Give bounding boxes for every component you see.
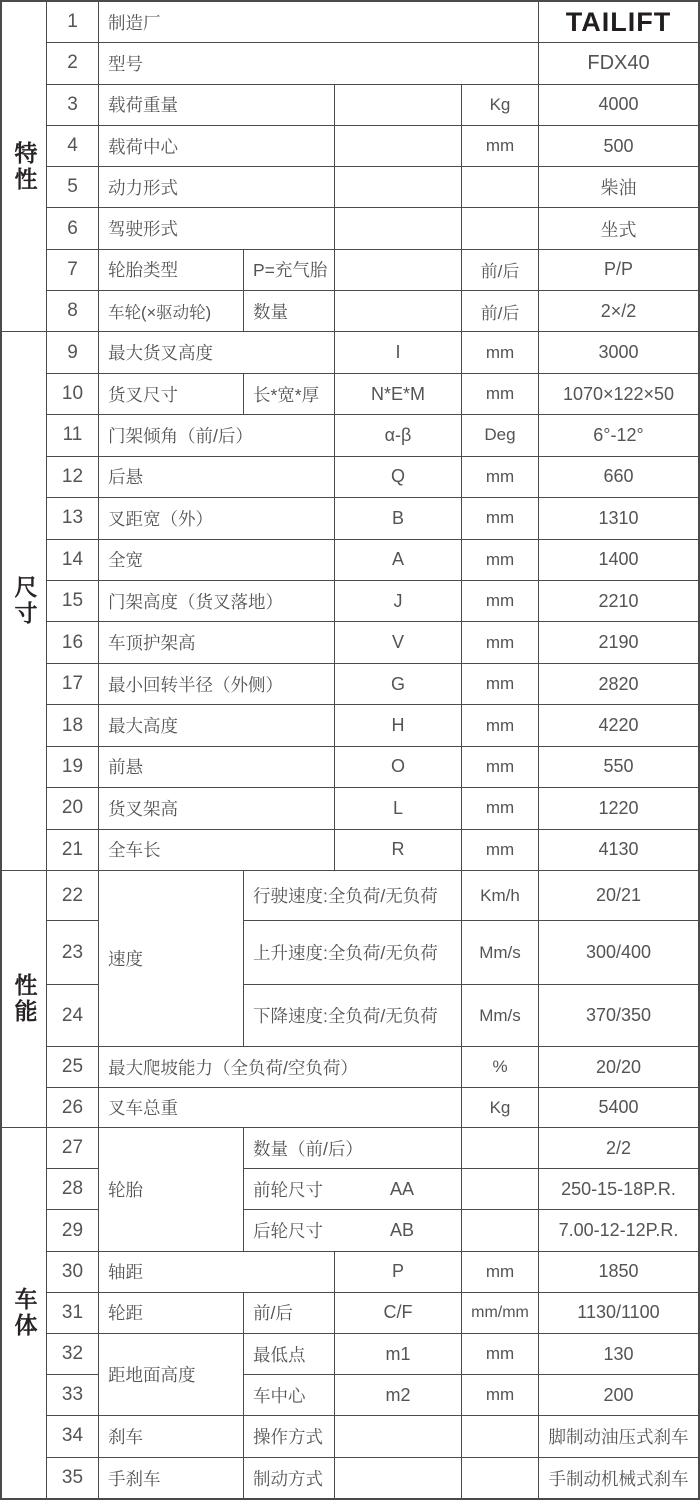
row-number: 24 bbox=[47, 985, 99, 1047]
spec-symbol: R bbox=[335, 830, 462, 871]
row-number: 8 bbox=[47, 291, 99, 332]
spec-value: 130 bbox=[539, 1334, 698, 1375]
row-number: 10 bbox=[47, 374, 99, 415]
spec-value: 2×/2 bbox=[539, 291, 698, 332]
spec-value: 20/21 bbox=[539, 871, 698, 921]
spec-symbol: H bbox=[335, 705, 462, 746]
spec-label: 货叉架高 bbox=[99, 788, 335, 829]
empty-cell bbox=[335, 126, 462, 167]
empty-cell bbox=[462, 1169, 539, 1210]
spec-label: 速度 bbox=[99, 871, 244, 1047]
spec-label: 刹车 bbox=[99, 1416, 244, 1457]
spec-unit: mm bbox=[462, 664, 539, 705]
spec-symbol: C/F bbox=[335, 1293, 462, 1334]
spec-symbol: J bbox=[335, 581, 462, 622]
spec-value: P/P bbox=[539, 250, 698, 291]
row-number: 13 bbox=[47, 498, 99, 539]
spec-symbol: m1 bbox=[335, 1334, 462, 1375]
spec-value: 2190 bbox=[539, 622, 698, 663]
spec-label: 全车长 bbox=[99, 830, 335, 871]
spec-unit: mm bbox=[462, 332, 539, 373]
spec-label: 叉距宽（外） bbox=[99, 498, 335, 539]
row-number: 7 bbox=[47, 250, 99, 291]
spec-label: 型号 bbox=[99, 43, 539, 84]
spec-value: FDX40 bbox=[539, 43, 698, 84]
row-number: 23 bbox=[47, 921, 99, 985]
spec-sublabel: 数量（前/后） bbox=[244, 1128, 462, 1169]
row-number: 15 bbox=[47, 581, 99, 622]
spec-label: 载荷中心 bbox=[99, 126, 335, 167]
row-number: 2 bbox=[47, 43, 99, 84]
spec-label: 最小回转半径（外侧） bbox=[99, 664, 335, 705]
spec-sublabel bbox=[244, 1210, 462, 1251]
spec-value: 370/350 bbox=[539, 985, 698, 1047]
spec-unit: mm bbox=[462, 374, 539, 415]
spec-symbol: G bbox=[335, 664, 462, 705]
spec-sublabel: 最低点 bbox=[244, 1334, 335, 1375]
spec-symbol: B bbox=[335, 498, 462, 539]
spec-sublabel: 下降速度:全负荷/无负荷 bbox=[244, 985, 462, 1047]
row-number: 31 bbox=[47, 1293, 99, 1334]
spec-label: 前悬 bbox=[99, 747, 335, 788]
row-number: 29 bbox=[47, 1210, 99, 1251]
spec-label: 最大货叉高度 bbox=[99, 332, 335, 373]
spec-value: 3000 bbox=[539, 332, 698, 373]
spec-symbol: V bbox=[335, 622, 462, 663]
spec-sublabel: 数量 bbox=[244, 291, 335, 332]
row-number: 9 bbox=[47, 332, 99, 373]
spec-unit: mm bbox=[462, 1252, 539, 1293]
row-number: 14 bbox=[47, 540, 99, 581]
spec-value: 手制动机械式刹车 bbox=[548, 1468, 689, 1489]
spec-label: 最大高度 bbox=[99, 705, 335, 746]
spec-unit: mm bbox=[462, 705, 539, 746]
section-label: 尺寸 bbox=[2, 332, 47, 871]
spec-label: 轮距 bbox=[99, 1293, 244, 1334]
spec-sublabel: 前/后 bbox=[244, 1293, 335, 1334]
spec-unit: Kg bbox=[462, 85, 539, 126]
spec-symbol: I bbox=[335, 332, 462, 373]
spec-value: 550 bbox=[539, 747, 698, 788]
spec-unit: mm bbox=[462, 126, 539, 167]
spec-sublabel-text: 后轮尺寸 bbox=[253, 1221, 323, 1242]
spec-symbol: m2 bbox=[335, 1375, 462, 1416]
spec-unit: Deg bbox=[462, 415, 539, 456]
spec-unit: mm bbox=[462, 1334, 539, 1375]
spec-label: 距地面高度 bbox=[99, 1334, 244, 1416]
section-label: 性能 bbox=[2, 871, 47, 1128]
spec-symbol: AA bbox=[389, 1178, 414, 1199]
spec-sublabel bbox=[244, 1169, 462, 1210]
spec-sublabel: P=充气胎 bbox=[244, 250, 335, 291]
empty-cell bbox=[335, 167, 462, 208]
spec-value: 1310 bbox=[539, 498, 698, 539]
row-number: 3 bbox=[47, 85, 99, 126]
spec-sublabel: 长*宽*厚 bbox=[244, 374, 335, 415]
spec-sublabel: 操作方式 bbox=[244, 1416, 335, 1457]
spec-label: 手刹车 bbox=[99, 1458, 244, 1499]
spec-label: 驾驶形式 bbox=[99, 208, 335, 249]
spec-label: 轮胎类型 bbox=[99, 250, 244, 291]
spec-unit: mm bbox=[462, 747, 539, 788]
spec-label: 叉车总重 bbox=[99, 1088, 462, 1128]
empty-cell bbox=[462, 167, 539, 208]
spec-value: 坐式 bbox=[539, 208, 698, 249]
row-number: 6 bbox=[47, 208, 99, 249]
spec-value: 脚制动油压式刹车 bbox=[539, 1416, 698, 1457]
spec-value: 1400 bbox=[539, 540, 698, 581]
empty-cell bbox=[335, 291, 462, 332]
spec-label: 后悬 bbox=[99, 457, 335, 498]
spec-value: 4130 bbox=[539, 830, 698, 871]
row-number: 22 bbox=[47, 871, 99, 921]
spec-unit: mm bbox=[462, 498, 539, 539]
spec-value: 300/400 bbox=[539, 921, 698, 985]
empty-cell bbox=[335, 208, 462, 249]
spec-value: 2820 bbox=[539, 664, 698, 705]
row-number: 5 bbox=[47, 167, 99, 208]
spec-unit: mm/mm bbox=[462, 1293, 539, 1334]
section-label: 特性 bbox=[2, 2, 47, 332]
spec-label: 动力形式 bbox=[99, 167, 335, 208]
spec-value: 6°-12° bbox=[539, 415, 698, 456]
row-number: 26 bbox=[47, 1088, 99, 1128]
spec-unit: 前/后 bbox=[462, 250, 539, 291]
spec-unit: Mm/s bbox=[462, 985, 539, 1047]
empty-cell bbox=[335, 250, 462, 291]
spec-symbol: A bbox=[335, 540, 462, 581]
spec-unit: mm bbox=[462, 540, 539, 581]
spec-label: 车顶护架高 bbox=[99, 622, 335, 663]
spec-unit: Km/h bbox=[462, 871, 539, 921]
empty-cell bbox=[462, 208, 539, 249]
spec-value: 200 bbox=[539, 1375, 698, 1416]
section-label: 车体 bbox=[2, 1128, 47, 1499]
spec-sublabel-text: 前轮尺寸 bbox=[253, 1179, 323, 1200]
row-number: 33 bbox=[47, 1375, 99, 1416]
spec-sublabel: 车中心 bbox=[244, 1375, 335, 1416]
spec-unit: Mm/s bbox=[462, 921, 539, 985]
spec-symbol: O bbox=[335, 747, 462, 788]
spec-label: 全宽 bbox=[99, 540, 335, 581]
spec-value: 660 bbox=[539, 457, 698, 498]
spec-label: 门架高度（货叉落地） bbox=[99, 581, 335, 622]
empty-cell bbox=[335, 85, 462, 126]
row-number: 20 bbox=[47, 788, 99, 829]
spec-symbol: P bbox=[335, 1252, 462, 1293]
spec-symbol: Q bbox=[335, 457, 462, 498]
spec-value: 1070×122×50 bbox=[539, 374, 698, 415]
row-number: 34 bbox=[47, 1416, 99, 1457]
spec-symbol: α-β bbox=[335, 415, 462, 456]
spec-label: 轮胎 bbox=[99, 1128, 244, 1252]
empty-cell bbox=[462, 1458, 539, 1499]
row-number: 18 bbox=[47, 705, 99, 746]
spec-label: 货叉尺寸 bbox=[99, 374, 244, 415]
row-number: 32 bbox=[47, 1334, 99, 1375]
spec-label: 车轮(×驱动轮) bbox=[99, 291, 244, 332]
spec-sublabel: 行驶速度:全负荷/无负荷 bbox=[244, 871, 462, 921]
spec-unit: 前/后 bbox=[462, 291, 539, 332]
spec-value: 4000 bbox=[539, 85, 698, 126]
spec-unit: mm bbox=[462, 581, 539, 622]
row-number: 30 bbox=[47, 1252, 99, 1293]
spec-label: 最大爬坡能力（全负荷/空负荷） bbox=[99, 1047, 462, 1088]
row-number: 11 bbox=[47, 415, 99, 456]
brand-value: TAILIFT bbox=[539, 2, 698, 43]
spec-unit: Kg bbox=[462, 1088, 539, 1128]
row-number: 35 bbox=[47, 1458, 99, 1499]
empty-cell bbox=[335, 1458, 462, 1499]
row-number: 21 bbox=[47, 830, 99, 871]
spec-label: 门架倾角（前/后） bbox=[99, 415, 335, 456]
spec-value: 1220 bbox=[539, 788, 698, 829]
row-number: 27 bbox=[47, 1128, 99, 1169]
spec-value: 1850 bbox=[539, 1252, 698, 1293]
spec-sublabel: 上升速度:全负荷/无负荷 bbox=[244, 921, 462, 985]
row-number: 1 bbox=[47, 2, 99, 43]
spec-unit: mm bbox=[462, 622, 539, 663]
empty-cell bbox=[462, 1416, 539, 1457]
row-number: 19 bbox=[47, 747, 99, 788]
empty-cell bbox=[335, 1416, 462, 1457]
spec-unit: mm bbox=[462, 1375, 539, 1416]
spec-unit: mm bbox=[462, 457, 539, 498]
spec-symbol: N*E*M bbox=[335, 374, 462, 415]
spec-value: 500 bbox=[539, 126, 698, 167]
spec-label: 轴距 bbox=[99, 1252, 335, 1293]
spec-value: 1130/1100 bbox=[539, 1293, 698, 1334]
spec-sublabel: 制动方式 bbox=[244, 1458, 335, 1499]
row-number: 4 bbox=[47, 126, 99, 167]
spec-value: 柴油 bbox=[539, 167, 698, 208]
row-number: 28 bbox=[47, 1169, 99, 1210]
spec-label: 载荷重量 bbox=[99, 85, 335, 126]
spec-value: 250-15-18P.R. bbox=[539, 1169, 698, 1210]
spec-unit: mm bbox=[462, 830, 539, 871]
spec-value: 4220 bbox=[539, 705, 698, 746]
empty-cell bbox=[462, 1210, 539, 1251]
empty-cell bbox=[462, 1128, 539, 1169]
row-number: 17 bbox=[47, 664, 99, 705]
spec-symbol: L bbox=[335, 788, 462, 829]
spec-symbol: AB bbox=[389, 1220, 414, 1241]
row-number: 16 bbox=[47, 622, 99, 663]
spec-value: 7.00-12-12P.R. bbox=[539, 1210, 698, 1251]
spec-value: 2210 bbox=[539, 581, 698, 622]
spec-label: 制造厂 bbox=[99, 2, 539, 43]
spec-value: 20/20 bbox=[539, 1047, 698, 1088]
spec-unit: % bbox=[462, 1047, 539, 1088]
spec-value: 2/2 bbox=[539, 1128, 698, 1169]
spec-value: 5400 bbox=[539, 1088, 698, 1128]
row-number: 12 bbox=[47, 457, 99, 498]
row-number: 25 bbox=[47, 1047, 99, 1088]
spec-unit: mm bbox=[462, 788, 539, 829]
